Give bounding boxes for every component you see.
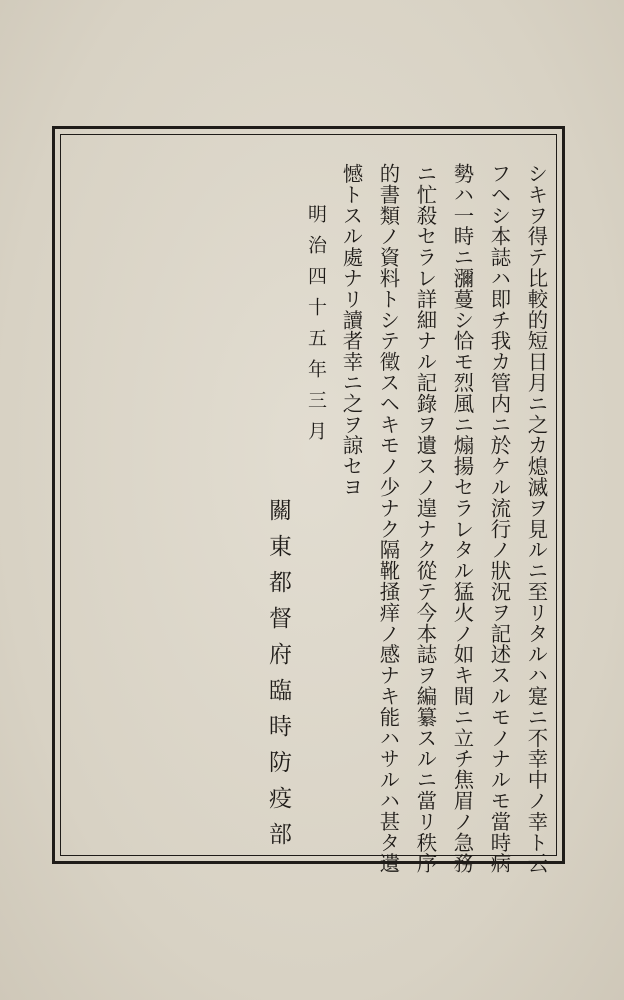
date-line: 明治四十五年三月	[305, 204, 327, 452]
text-column-6: 憾トスル處ナリ讀者幸ニ之ヲ諒セヨ	[339, 163, 364, 498]
text-column-3: 勢ハ一時ニ瀰蔓シ恰モ烈風ニ煽揚セラレタル猛火ノ如キ間ニ立チ焦眉ノ急務	[450, 163, 475, 874]
text-column-2: フヘシ本誌ハ即チ我カ管内ニ於ケル流行ノ狀況ヲ記述スルモノナルモ當時病	[487, 163, 512, 874]
signature-line: 關東都督府臨時防疫部	[265, 498, 291, 858]
text-column-4: ニ忙殺セラレ詳細ナル記錄ヲ遺スノ遑ナク從テ今本誌ヲ編纂スルニ當リ秩序	[413, 163, 438, 874]
text-column-1: シキヲ得テ比較的短日月ニ之カ熄滅ヲ見ルニ至リタルハ寔ニ不幸中ノ幸ト云	[524, 163, 549, 874]
text-column-5: 的書類ノ資料トシテ徵スヘキモノ少ナク隔靴掻痒ノ感ナキ能ハサルハ甚タ遺	[376, 163, 401, 874]
